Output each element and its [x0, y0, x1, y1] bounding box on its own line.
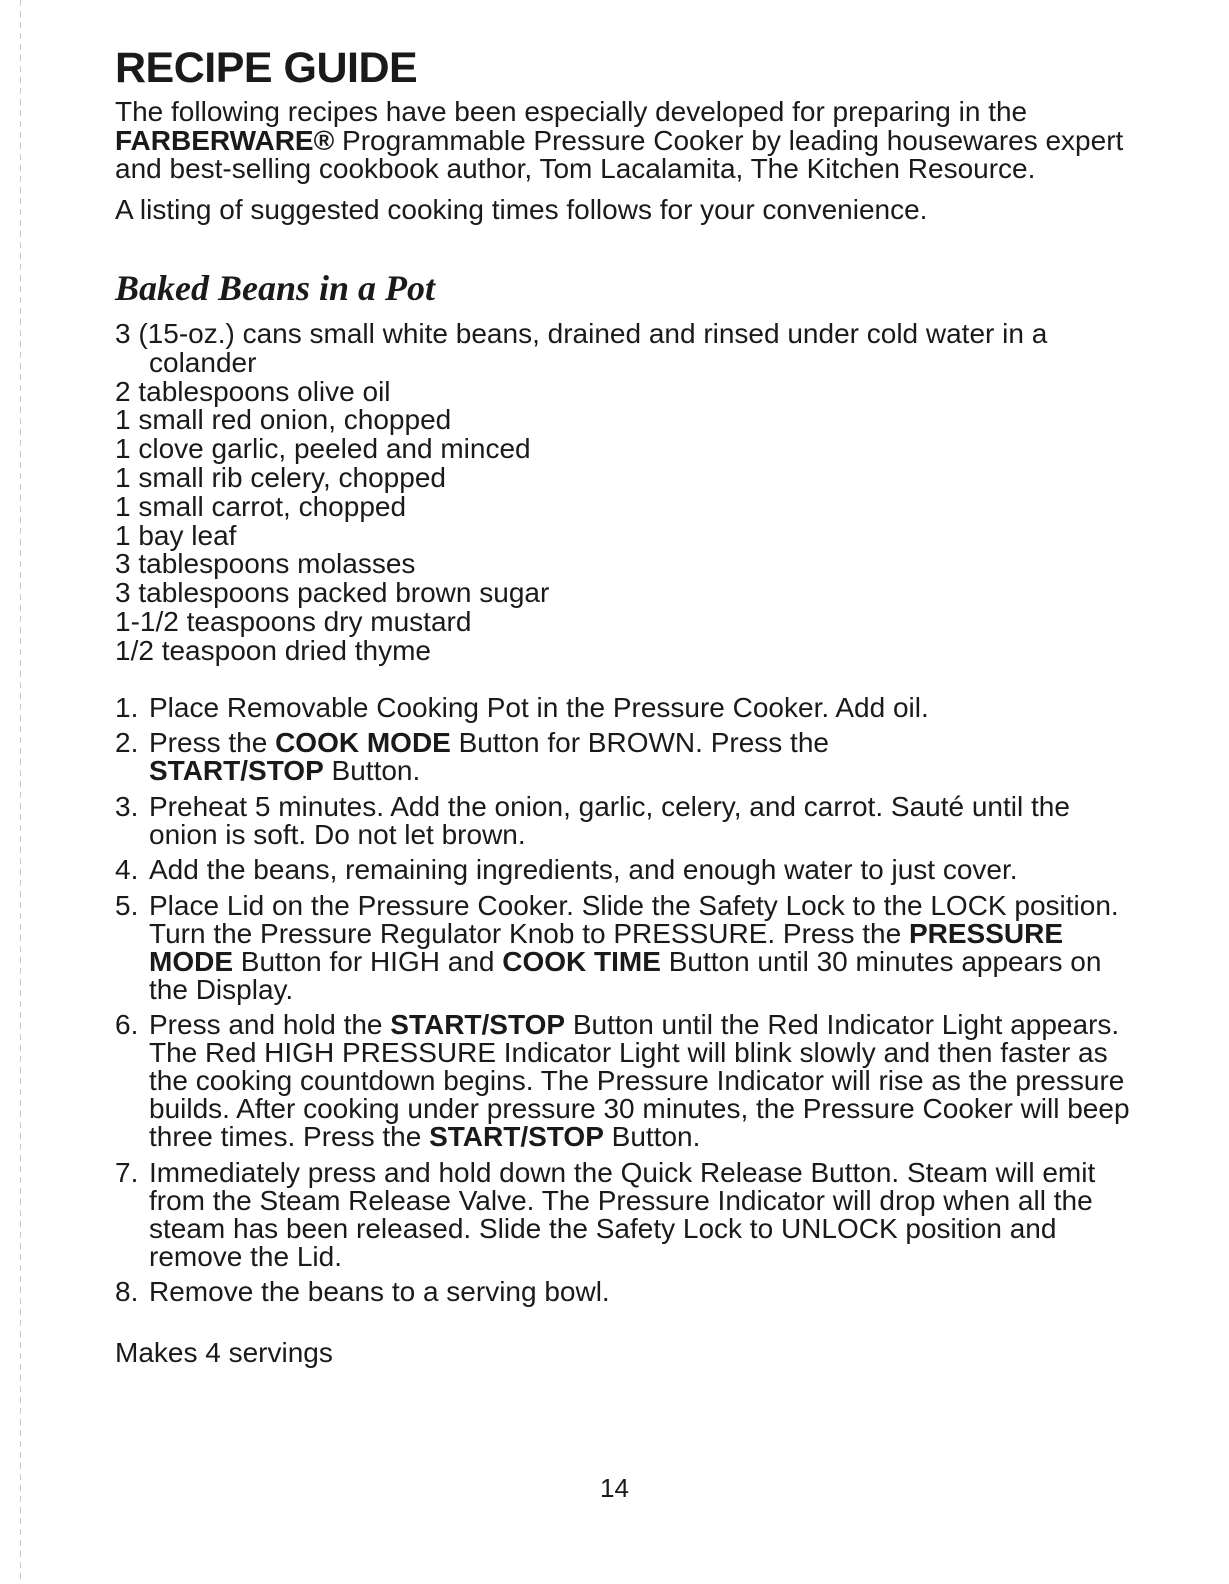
ingredient-item: 1 bay leaf — [115, 519, 237, 551]
button-name-label: START/STOP — [390, 1009, 566, 1041]
step-item — [115, 691, 1145, 723]
step-text-part: Remove the beans to a serving bowl. — [149, 1276, 610, 1308]
step-text — [149, 1011, 1145, 1151]
step-text-part: Place Removable Cooking Pot in the Pressure Cooker. Add oil. — [149, 691, 929, 723]
step-text-part: Button. — [323, 755, 421, 787]
button-name-label: START/STOP — [149, 755, 324, 787]
step-number: 7. — [115, 1156, 139, 1188]
ingredient-item: 3 (15-oz.) cans small white beans, drained and rinsed under cold water in a colander — [115, 318, 1048, 378]
button-name-label: START/STOP — [429, 1121, 604, 1153]
intro-text-start: The following recipes have been especially developed for preparing in the — [115, 96, 1028, 127]
button-name-label: COOK TIME — [502, 945, 661, 977]
intro-paragraph — [115, 98, 1145, 184]
step-text-part: Add the beans, remaining ingredients, and enough water to just cover. — [149, 854, 1018, 886]
ingredient-item: 1-1/2 teaspoons dry mustard — [115, 605, 472, 637]
step-text-part: Press and hold the — [149, 1009, 391, 1041]
ingredient-item: 3 tablespoons packed brown sugar — [115, 577, 550, 609]
recipe-yield: Makes 4 servings — [115, 1337, 333, 1369]
step-number: 2. — [115, 727, 139, 759]
brand-name: FARBERWARE® — [115, 124, 335, 156]
step-number: 3. — [115, 790, 139, 822]
instruction-steps — [115, 691, 1145, 1308]
step-number: 4. — [115, 854, 139, 886]
button-name-label: COOK MODE — [275, 727, 451, 759]
recipe-title: Baked Beans in a Pot — [115, 268, 436, 308]
step-item — [115, 790, 1145, 850]
step-text — [149, 1278, 1145, 1306]
step-text — [149, 1156, 1145, 1272]
step-text-part: Place Lid on the Pressure Cooker. Slide the Safety Lock to the LOCK position. Turn the Pressure Regulator Knob to PRESSURE. Press the — [149, 889, 1119, 949]
button-name-label: PRESSURE MODE — [149, 917, 1064, 977]
step-text — [149, 856, 1019, 884]
step-text-part: Button until 30 minutes appears on the Display. — [149, 945, 1102, 1005]
page-content — [115, 40, 1145, 1368]
ingredient-item: 3 tablespoons molasses — [115, 548, 416, 580]
step-item — [115, 729, 1145, 785]
step-number: 6. — [115, 1009, 139, 1041]
step-text — [149, 790, 1145, 850]
step-text — [149, 889, 1145, 1005]
ingredient-item: 1 small rib celery, chopped — [115, 461, 446, 493]
step-item — [115, 1011, 1145, 1151]
scan-edge-line — [20, 0, 21, 1584]
step-item — [115, 1278, 1145, 1306]
page-title: RECIPE GUIDE — [115, 44, 418, 92]
ingredient-item: 1 small red onion, chopped — [115, 404, 452, 436]
step-number: 8. — [115, 1276, 139, 1308]
intro-text-end: Programmable Pressure Cooker by leading housewares expert and best-selling cookbook author, Tom Lacalamita, The Kitchen Resource. — [115, 124, 1124, 184]
step-text-part: Button. — [603, 1121, 701, 1153]
step-item — [115, 1156, 1145, 1272]
step-text-part: Button for BROWN. Press the — [450, 727, 829, 759]
page-number: 14 — [600, 1473, 629, 1503]
step-text-part: Press the — [149, 727, 276, 759]
step-item — [115, 856, 1145, 884]
step-number: 5. — [115, 889, 139, 921]
step-text — [149, 691, 1145, 723]
intro-note: A listing of suggested cooking times follows for your convenience. — [115, 193, 928, 225]
step-number: 1. — [115, 691, 139, 723]
step-text — [149, 729, 1145, 785]
step-text-part: Button until the Red Indicator Light appears. The Red HIGH PRESSURE Indicator Light will blink slowly and then faster as the cooking countdown begins. The Pressure Indicator will rise as the pressure builds. After cooking under pressure 30 minutes, the Pressure Cooker will beep three times. Press the — [149, 1009, 1130, 1153]
ingredient-list — [115, 320, 1145, 666]
step-text-part: Button for HIGH and — [233, 945, 503, 977]
ingredient-item: 1 small carrot, chopped — [115, 490, 407, 522]
ingredient-item: 2 tablespoons olive oil — [115, 375, 391, 407]
step-text-part: Immediately press and hold down the Quick Release Button. Steam will emit from the Steam Release Valve. The Pressure Indicator will drop when all the steam has been released. Slide the Safety Lock to UNLOCK position and remove the Lid. — [149, 1156, 1096, 1272]
ingredient-item: 1 clove garlic, peeled and minced — [115, 433, 531, 465]
step-text-part: Preheat 5 minutes. Add the onion, garlic, celery, and carrot. Sauté until the onion is soft. Do not let brown. — [149, 790, 1070, 850]
step-item — [115, 889, 1145, 1005]
ingredient-item: 1/2 teaspoon dried thyme — [115, 634, 431, 666]
